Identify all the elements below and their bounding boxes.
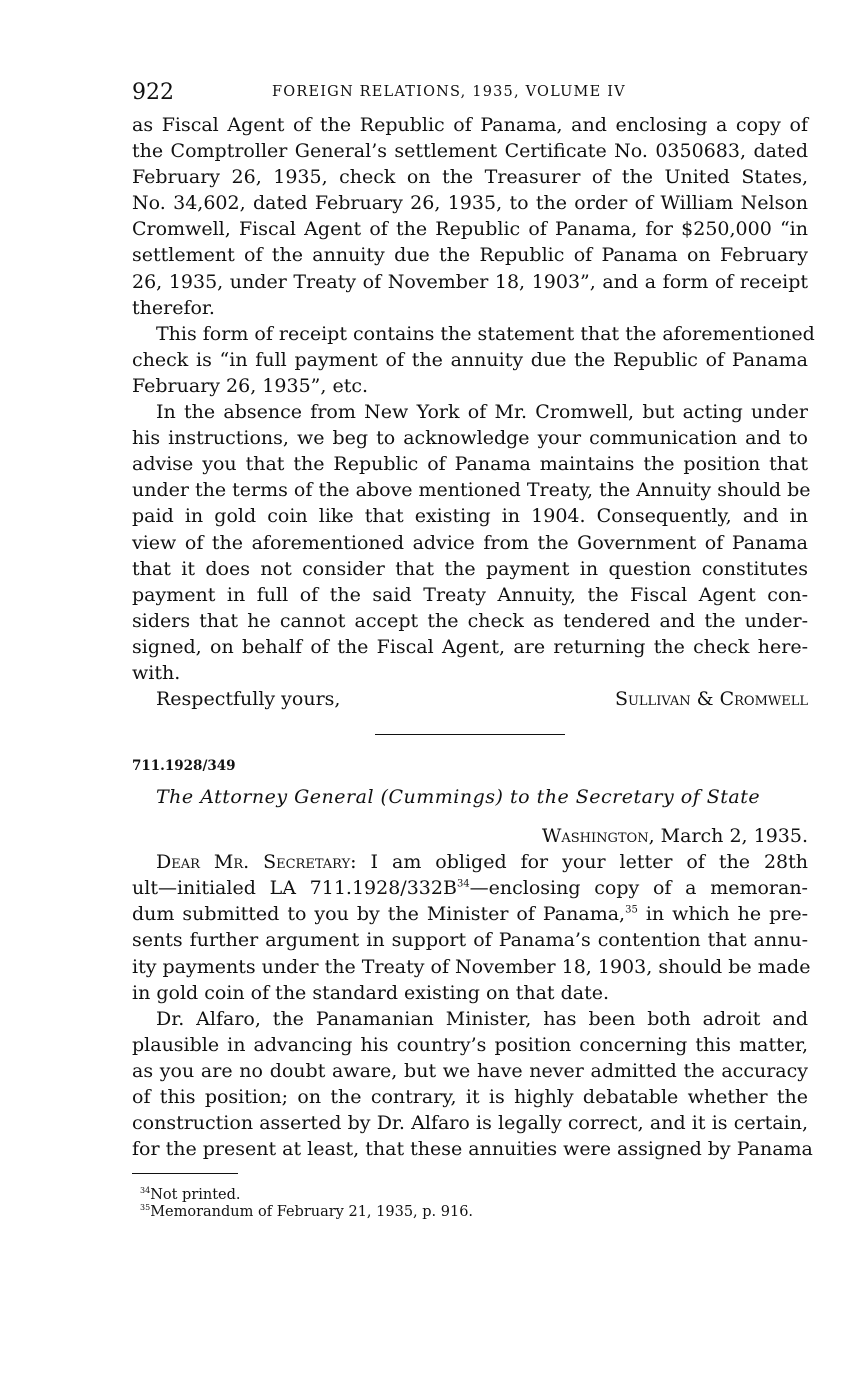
footnotes: [132, 1187, 808, 1221]
text-line: signed, on behalf of the Fiscal Agent, are returning the check here-: [132, 635, 808, 658]
text-line: [132, 875, 808, 901]
text-line: with.: [132, 661, 181, 684]
text-line: 26, 1935, under Treaty of November 18, 1903”, and a form of receipt: [132, 270, 808, 293]
text-line: February 26, 1935”, etc.: [132, 374, 369, 397]
signature-line: [132, 686, 808, 712]
text-line: Cromwell, Fiscal Agent of the Republic of Panama, for $250,000 “in: [132, 218, 808, 241]
page-header: [132, 78, 808, 112]
paragraph-3: [132, 399, 811, 686]
text-fragment: —enclosing copy of a memoran-: [469, 877, 808, 900]
text-fragment: : I am obliged for your letter of the 28th: [350, 851, 808, 874]
text-line: advise you that the Republic of Panama maintains the position that: [132, 453, 808, 476]
text-line: In the absence from New York of Mr. Cromwell, but acting under: [156, 401, 808, 424]
text-line: No. 34,602, dated February 26, 1935, to the order of William Nelson: [132, 192, 808, 215]
text-line: under the terms of the above mentioned Treaty, the Annuity should be: [132, 479, 811, 502]
footnote: [140, 1204, 808, 1221]
text-line: Dr. Alfaro, the Panamanian Minister, has been both adroit and: [156, 1007, 808, 1030]
text-line: as you are no doubt aware, but we have never admitted the accuracy: [132, 1059, 808, 1082]
text-line: settlement of the annuity due the Republic of Panama on February: [132, 244, 808, 267]
signature: Sullivan & Cromwell: [614, 688, 808, 711]
text-line: that it does not consider that the payment in question constitutes: [132, 557, 808, 580]
dateline: [132, 823, 808, 849]
section-divider: [375, 734, 565, 735]
text-line: the Comptroller General’s settlement Certificate No. 0350683, dated: [132, 140, 808, 163]
text-line: of this position; on the contrary, it is highly debatable whether the: [132, 1086, 808, 1108]
text-fragment: in which he pre-: [637, 903, 808, 926]
text-line: siders that he cannot accept the check as tendered and the under-: [132, 609, 808, 632]
footnote-mark: 35: [140, 1203, 151, 1213]
footnote-divider: [132, 1173, 238, 1174]
text-line: therefor.: [132, 296, 215, 319]
footnote-text: Memorandum of February 21, 1935, p. 916.: [150, 1204, 474, 1221]
footnote-text: Not printed.: [150, 1187, 241, 1204]
footnote-ref: 35: [625, 905, 638, 917]
document-title: The Attorney General (Cummings) to the Secretary of State: [156, 786, 761, 809]
footnote-ref: 34: [456, 878, 470, 890]
dateline-date: , March 2, 1935.: [648, 825, 808, 848]
text-line: view of the aforementioned advice from the Government of Panama: [132, 531, 808, 554]
text-line: This form of receipt contains the statement that the aforementioned: [156, 322, 815, 345]
text-line: February 26, 1935, check on the Treasurer of the United States,: [132, 166, 808, 189]
text-line: construction asserted by Dr. Alfaro is legally correct, and it is certain,: [132, 1112, 808, 1135]
text-line: his instructions, we beg to acknowledge your communication and to: [132, 427, 808, 450]
paragraph-1: [132, 849, 811, 1006]
text-line: [132, 849, 808, 875]
dateline-place: Washington: [541, 825, 649, 848]
text-fragment: dum submitted to you by the Minister of Panama,: [132, 903, 626, 926]
text-line: paid in gold coin like that existing in 1904. Consequently, and in: [132, 505, 808, 528]
letter-sullivan-cromwell: [132, 112, 815, 712]
paragraph-1: [132, 112, 808, 321]
text-line: for the present at least, that these annuities were assigned by Panama: [132, 1138, 813, 1161]
text-line: as Fiscal Agent of the Republic of Panama, and enclosing a copy of: [132, 114, 808, 136]
text-line: plausible in advancing his country’s position concerning this matter,: [132, 1033, 808, 1056]
closing: Respectfully yours,: [156, 688, 341, 711]
running-title: FOREIGN RELATIONS, 1935, VOLUME IV: [272, 84, 626, 100]
file-number: 711.1928/349: [132, 758, 236, 775]
text-line: ity payments under the Treaty of November 18, 1903, should be made: [132, 955, 811, 978]
text-line: check is “in full payment of the annuity due the Republic of Panama: [132, 348, 808, 371]
salutation: Dear Mr. Secretary: [156, 851, 351, 874]
text-line: payment in full of the said Treaty Annuity, the Fiscal Agent con-: [132, 583, 808, 606]
page-number: 922: [132, 80, 174, 105]
text-line: [132, 901, 808, 927]
footnote: [140, 1187, 808, 1204]
letter-attorney-general: [132, 849, 813, 1162]
paragraph-2: [132, 321, 815, 399]
text-line: sents further argument in support of Panama’s contention that annu-: [132, 929, 808, 952]
paragraph-2: [132, 1006, 813, 1163]
text-line: in gold coin of the standard existing on that date.: [132, 981, 609, 1004]
footnote-mark: 34: [140, 1186, 151, 1196]
text-fragment: ult—initialed LA 711.1928/332B: [132, 877, 457, 900]
document-page: [132, 78, 815, 1221]
